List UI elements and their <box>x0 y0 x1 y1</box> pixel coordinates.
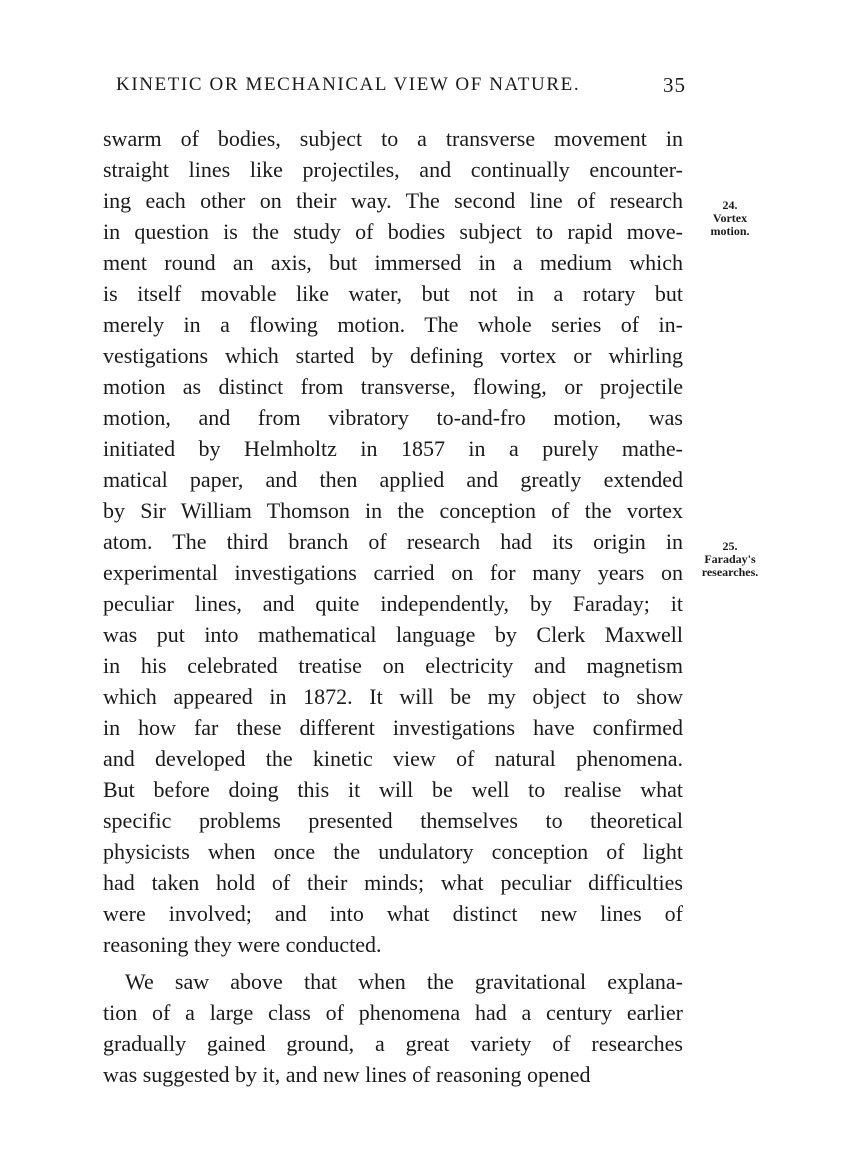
text-line: had taken hold of their minds; what peculiar difficulties <box>103 870 683 895</box>
text-line: matical paper, and then applied and greatly extended <box>103 467 683 492</box>
text-line: in his celebrated treatise on electricity and magnetism <box>103 653 683 678</box>
text-line: tion of a large class of phenomena had a century earlier <box>103 1000 683 1025</box>
sidenote-number: 25. <box>722 539 738 553</box>
sidenote-number: 24. <box>722 198 738 212</box>
page-number: 35 <box>663 73 686 97</box>
sidenote-line: researches. <box>701 565 759 579</box>
sidenote-line: motion. <box>710 224 750 238</box>
text-line: were involved; and into what distinct new lines of <box>103 901 683 926</box>
text-line: straight lines like projectiles, and continually encounter- <box>103 157 683 182</box>
text-line: specific problems presented themselves to theoretical <box>103 808 683 833</box>
sidenote-line: Vortex <box>712 211 748 225</box>
sidenote-faradays-researches <box>690 540 770 579</box>
text-line: in how far these different investigations have confirmed <box>103 715 683 740</box>
text-line: ment round an axis, but immersed in a medium which <box>103 250 683 275</box>
text-line: reasoning they were conducted. <box>103 932 382 957</box>
text-line: which appeared in 1872. It will be my object to show <box>103 684 683 709</box>
text-line: gradually gained ground, a great variety of researches <box>103 1031 683 1056</box>
text-line: atom. The third branch of research had its origin in <box>103 529 683 554</box>
text-line: motion as distinct from transverse, flowing, or projectile <box>103 374 683 399</box>
text-line: swarm of bodies, subject to a transverse movement in <box>103 126 683 151</box>
text-line: We saw above that when the gravitational explana- <box>125 969 683 994</box>
text-line: is itself movable like water, but not in a rotary but <box>103 281 683 306</box>
text-line: initiated by Helmholtz in 1857 in a purely mathe- <box>103 436 683 461</box>
text-line: by Sir William Thomson in the conception of the vortex <box>103 498 683 523</box>
text-line: was put into mathematical language by Clerk Maxwell <box>103 622 683 647</box>
running-head-title: KINETIC OR MECHANICAL VIEW OF NATURE. <box>116 74 581 95</box>
text-line: experimental investigations carried on for many years on <box>103 560 683 585</box>
text-line: merely in a flowing motion. The whole series of in- <box>103 312 683 337</box>
text-line: vestigations which started by defining vortex or whirling <box>103 343 683 368</box>
text-line: motion, and from vibratory to-and-fro motion, was <box>103 405 683 430</box>
text-line: physicists when once the undulatory conception of light <box>103 839 683 864</box>
text-line: in question is the study of bodies subject to rapid move- <box>103 219 683 244</box>
text-line: ing each other on their way. The second line of research <box>103 188 683 213</box>
text-line: But before doing this it will be well to realise what <box>103 777 683 802</box>
text-line: was suggested by it, and new lines of reasoning opened <box>103 1062 591 1087</box>
text-line: and developed the kinetic view of natural phenomena. <box>103 746 683 771</box>
sidenote-line: Faraday's <box>704 552 756 566</box>
text-line: peculiar lines, and quite independently, by Faraday; it <box>103 591 683 616</box>
sidenote-vortex-motion <box>690 199 770 238</box>
